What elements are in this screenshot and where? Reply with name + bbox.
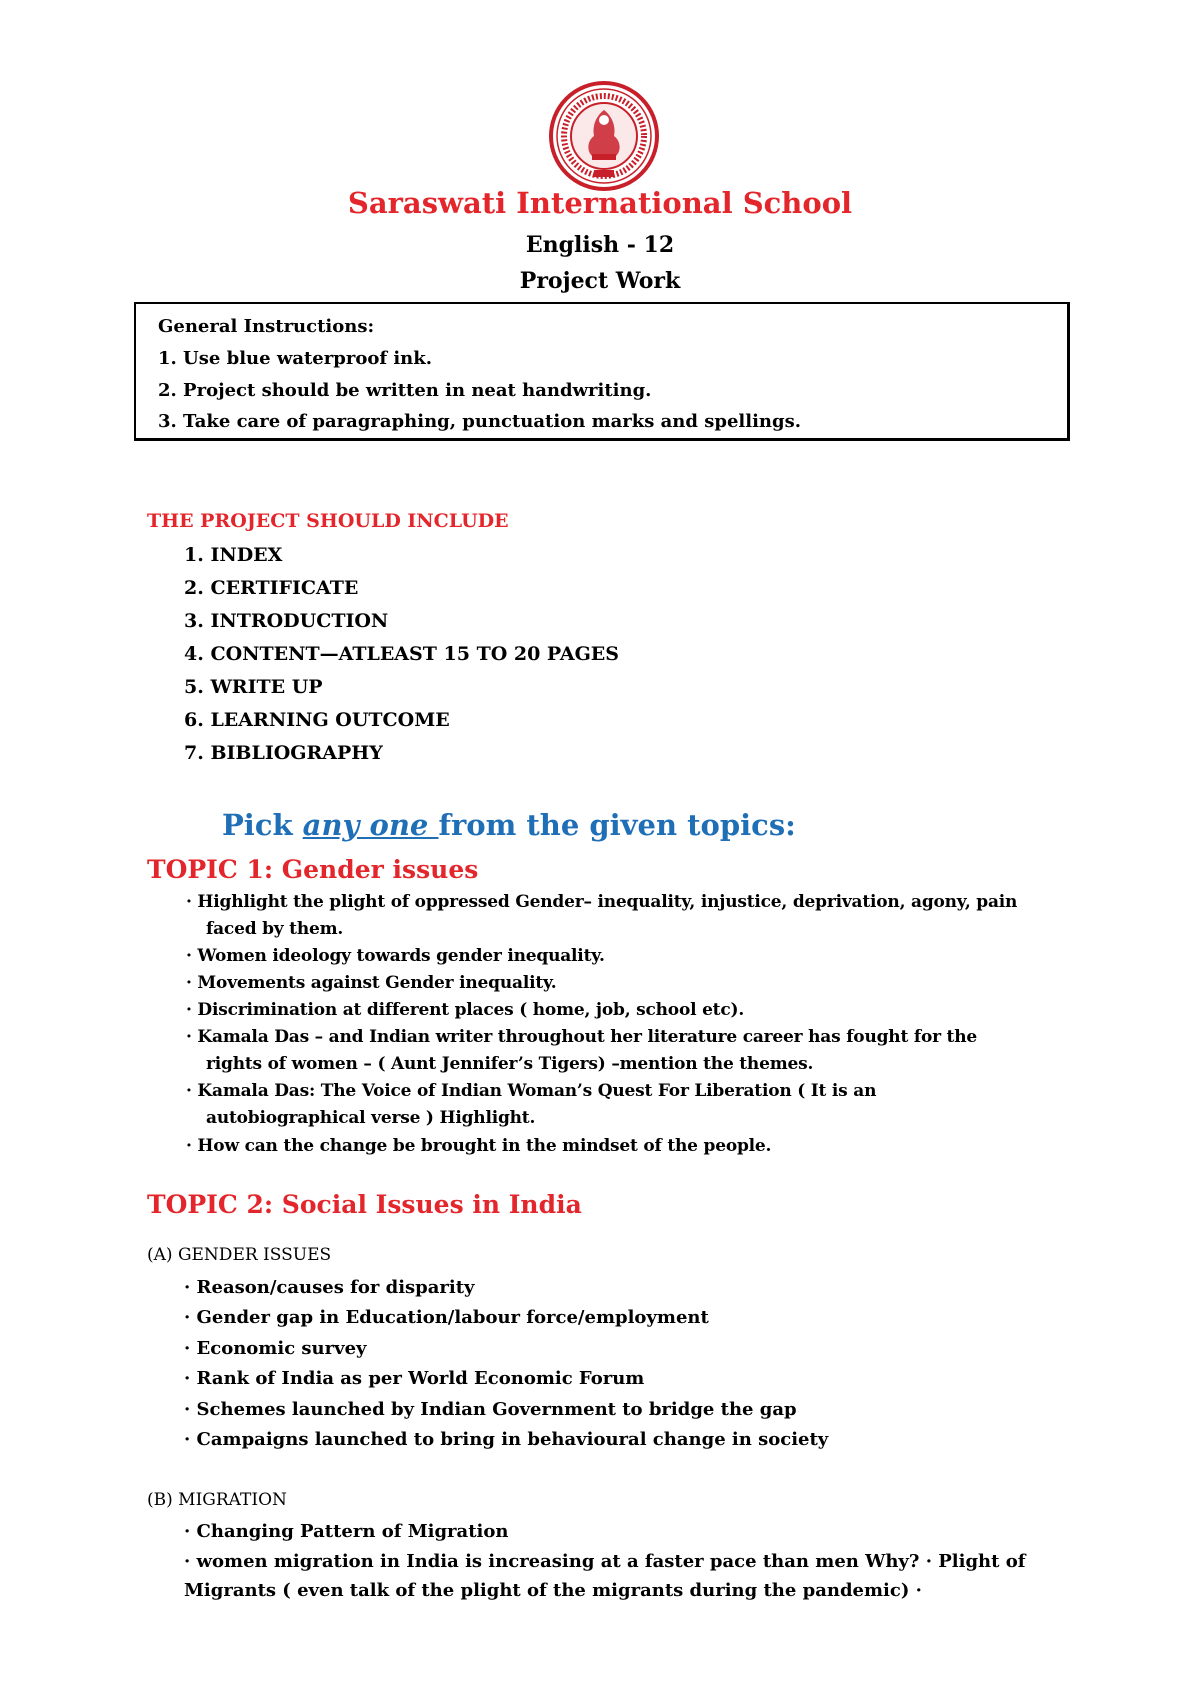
pick-topic-line [222,808,796,842]
project-title: Project Work [519,268,681,294]
topic-1-bullet-continued: faced by them. [206,919,344,939]
instruction-item: 2. Project should be written in neat handwriting. [158,380,652,401]
section-a-item: · Schemes launched by Indian Government to bridge the gap [184,1399,797,1420]
section-b-heading: (B) MIGRATION [147,1490,287,1510]
topic-1-bullet: · Discrimination at different places ( home, job, school etc). [186,1000,745,1020]
topic-1-bullet: · Highlight the plight of oppressed Gender– inequality, injustice, deprivation, agony, pain [186,892,1018,912]
topic-1-bullet-continued: autobiographical verse ) Highlight. [206,1108,536,1128]
subject-title: English - 12 [525,232,675,258]
topic-1-heading: TOPIC 1: Gender issues [147,855,479,884]
pick-text-emphasis: any one [302,808,439,842]
section-b-item: · Changing Pattern of Migration [184,1521,509,1542]
include-item: 7. BIBLIOGRAPHY [184,742,383,764]
instruction-item: 1. Use blue waterproof ink. [158,348,432,369]
include-item: 5. WRITE UP [184,676,323,698]
section-b-item: · women migration in India is increasing at a faster pace than men Why? · Plight of [184,1551,1026,1572]
section-a-item: · Campaigns launched to bring in behavioural change in society [184,1429,829,1450]
topic-1-bullet: · How can the change be brought in the mindset of the people. [186,1136,772,1156]
section-a-item: · Reason/causes for disparity [184,1277,475,1298]
include-item: 4. CONTENT—ATLEAST 15 TO 20 PAGES [184,643,620,665]
school-seal-logo [548,80,660,192]
section-b-item-continued: Migrants ( even talk of the plight of the migrants during the pandemic) · [184,1580,922,1601]
include-item: 2. CERTIFICATE [184,577,359,599]
pick-text-after: from the given topics: [438,808,796,842]
topic-1-bullet: · Kamala Das – and Indian writer throughout her literature career has fought for the [186,1027,977,1047]
section-a-item: · Economic survey [184,1338,367,1359]
include-item: 3. INTRODUCTION [184,610,389,632]
topic-1-bullet: · Women ideology towards gender inequality. [186,946,605,966]
section-a-item: · Gender gap in Education/labour force/employment [184,1307,709,1328]
school-name: Saraswati International School [347,186,853,220]
topic-1-bullet-continued: rights of women – ( Aunt Jennifer’s Tigers) –mention the themes. [206,1054,814,1074]
instruction-item: 3. Take care of paragraphing, punctuation marks and spellings. [158,411,801,432]
topic-1-bullet: · Kamala Das: The Voice of Indian Woman’s Quest For Liberation ( It is an [186,1081,877,1101]
include-item: 6. LEARNING OUTCOME [184,709,450,731]
section-a-item: · Rank of India as per World Economic Forum [184,1368,645,1389]
project-include-heading: THE PROJECT SHOULD INCLUDE [147,510,509,532]
topic-2-heading: TOPIC 2: Social Issues in India [147,1190,582,1219]
instructions-heading: General Instructions: [158,316,375,337]
include-item: 1. INDEX [184,544,283,566]
pick-text-before: Pick [222,808,303,842]
section-a-heading: (A) GENDER ISSUES [147,1245,332,1265]
topic-1-bullet: · Movements against Gender inequality. [186,973,557,993]
